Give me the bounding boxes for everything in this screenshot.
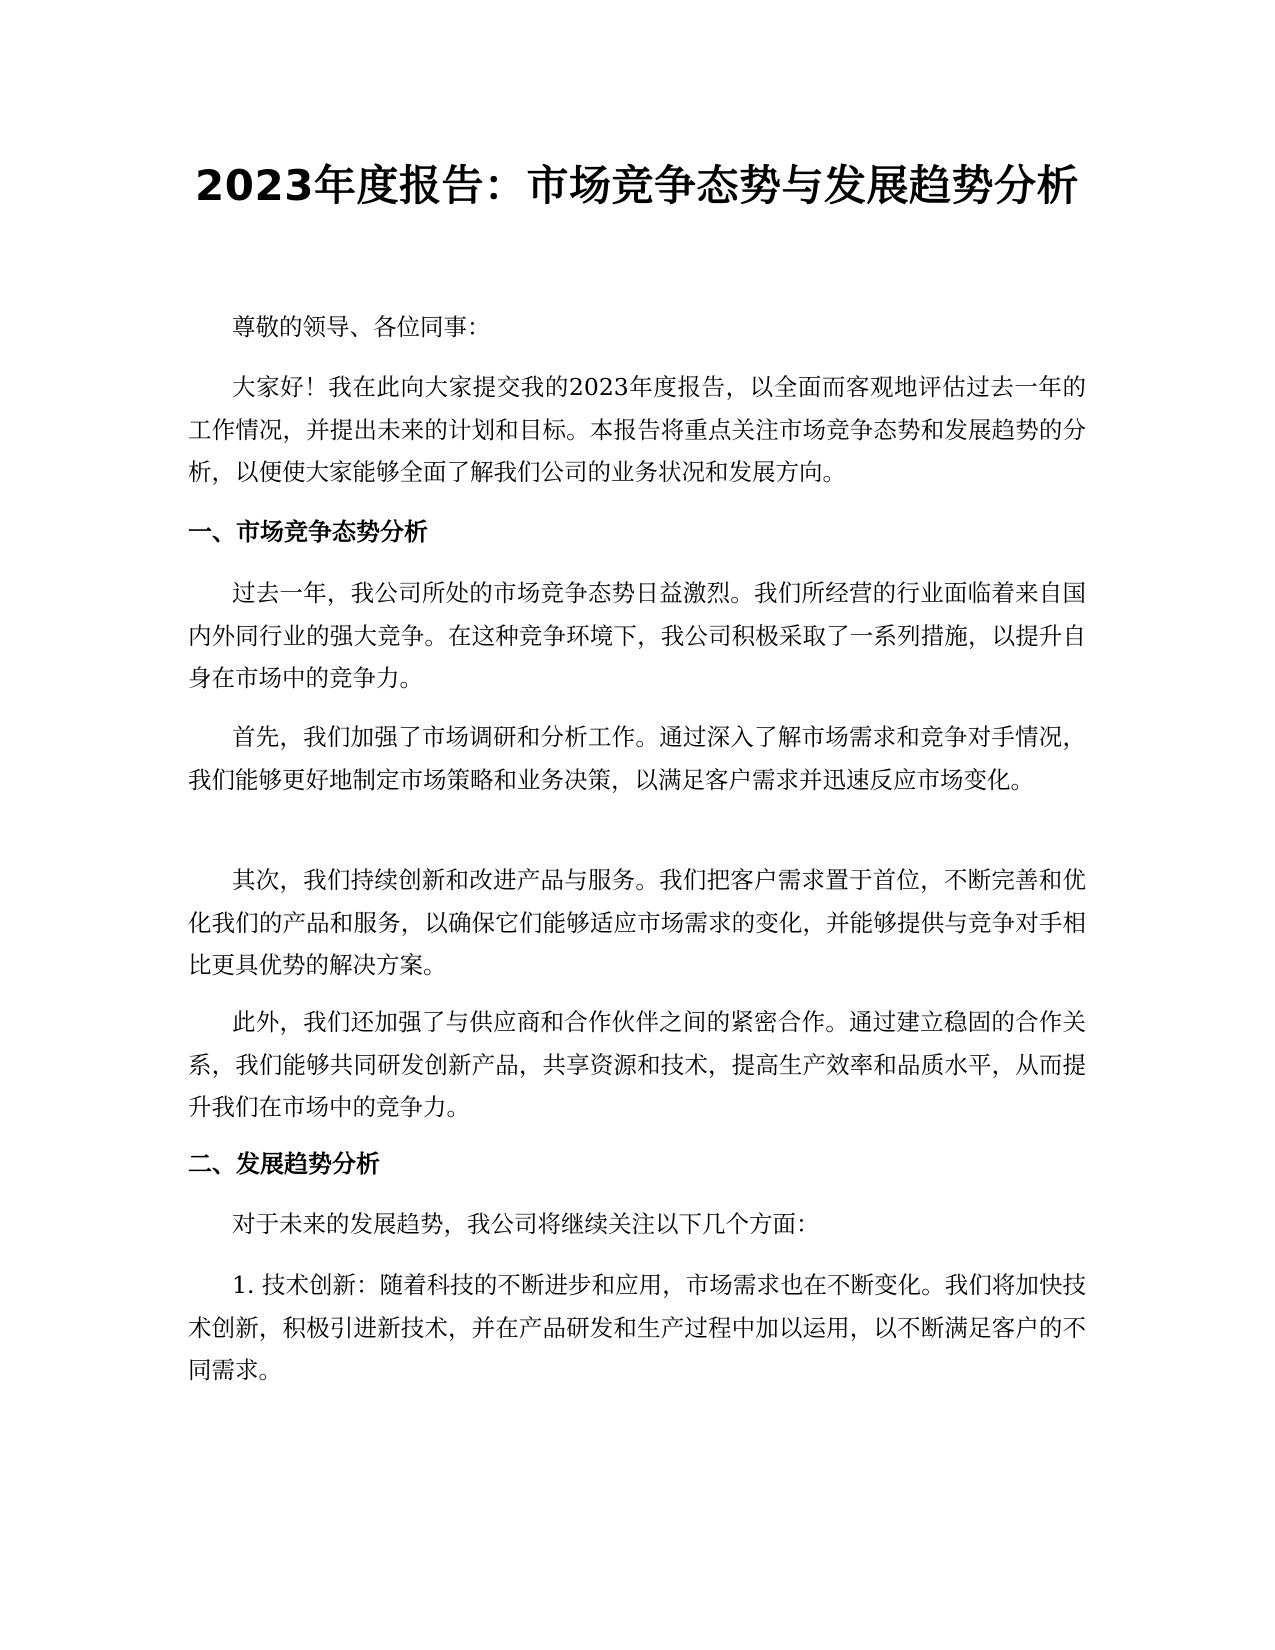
document-title: 2023年度报告：市场竞争态势与发展趋势分析 [195,161,1079,210]
intro-paragraph: 大家好！我在此向大家提交我的2023年度报告，以全面而客观地评估过去一年的工作情况，并提出未来的计划和目标。本报告将重点关注市场竞争态势和发展趋势的分析，以便使大家能够全面了解我们公司的业务状况和发展方向。 [188,373,1086,486]
section-2-paragraph: 对于未来的发展趋势，我公司将继续关注以下几个方面： [232,1210,820,1238]
section-1-paragraph: 其次，我们持续创新和改进产品与服务。我们把客户需求置于首位，不断完善和优化我们的产品和服务，以确保它们能够适应市场需求的变化，并能够提供与竞争对手相比更具优势的解决方案。 [188,866,1086,979]
section-1-paragraph: 过去一年，我公司所处的市场竞争态势日益激烈。我们所经营的行业面临着来自国内外同行业的强大竞争。在这种竞争环境下，我公司积极采取了一系列措施，以提升自身在市场中的竞争力。 [188,579,1086,692]
section-1-paragraph: 首先，我们加强了市场调研和分析工作。通过深入了解市场需求和竞争对手情况，我们能够更好地制定市场策略和业务决策，以满足客户需求并迅速反应市场变化。 [188,723,1086,794]
section-1-paragraph: 此外，我们还加强了与供应商和合作伙伴之间的紧密合作。通过建立稳固的合作关系，我们能够共同研发创新产品，共享资源和技术，提高生产效率和品质水平，从而提升我们在市场中的竞争力。 [188,1008,1086,1121]
section-2-paragraph: 1. 技术创新：随着科技的不断进步和应用，市场需求也在不断变化。我们将加快技术创新，积极引进新技术，并在产品研发和生产过程中加以运用，以不断满足客户的不同需求。 [188,1271,1086,1384]
section-1-heading: 一、市场竞争态势分析 [188,518,428,546]
greeting: 尊敬的领导、各位同事： [232,313,491,341]
section-2-heading: 二、发展趋势分析 [188,1150,380,1178]
